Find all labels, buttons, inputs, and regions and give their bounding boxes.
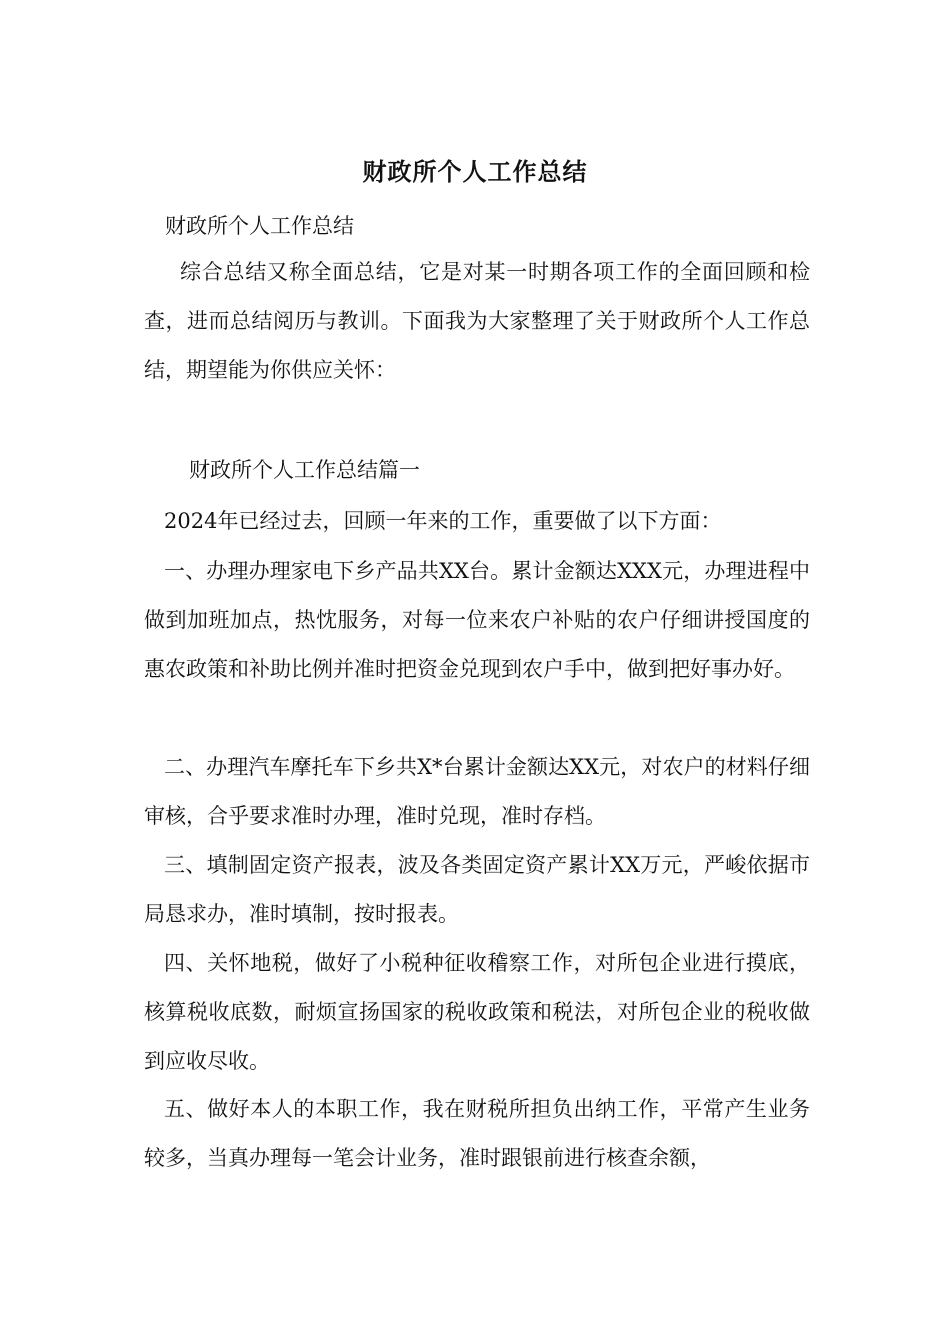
body-paragraph: 二、办理汽车摩托车下乡共X*台累计金额达XX元，对农户的材料仔细审核，合乎要求准时办理，准时兑现，准时存档。 [144, 755, 810, 828]
section-heading: 财政所个人工作总结篇一 [189, 458, 420, 482]
document-subtitle: 财政所个人工作总结 [165, 214, 354, 238]
document-title: 财政所个人工作总结 [362, 157, 588, 186]
intro-paragraph: 综合总结又称全面总结，它是对某一时期各项工作的全面回顾和检查，进而总结阅历与教训。下面我为大家整理了关于财政所个人工作总结，期望能为你供应关怀： [144, 260, 810, 382]
body-paragraph: 四、关怀地税，做好了小税种征收稽察工作，对所包企业进行摸底，核算税收底数，耐烦宣扬国家的税收政策和税法，对所包企业的税收做到应收尽收。 [144, 951, 810, 1073]
body-paragraph: 三、填制固定资产报表，波及各类固定资产累计XX万元，严峻依据市局恳求办，准时填制，按时报表。 [144, 853, 810, 926]
body-paragraph: 一、办理办理家电下乡产品共XX台。累计金额达XXX元，办理进程中做到加班加点，热忱服务，对每一位来农户补贴的农户仔细讲授国度的惠农政策和补助比例并准时把资金兑现到农户手中，做到把好事办好。 [144, 559, 810, 681]
body-paragraph: 2024年已经过去，回顾一年来的工作，重要做了以下方面： [164, 509, 722, 533]
body-paragraph: 五、做好本人的本职工作，我在财税所担负出纳工作，平常产生业务较多，当真办理每一笔会计业务，准时跟银前进行核查余额， [144, 1097, 810, 1170]
